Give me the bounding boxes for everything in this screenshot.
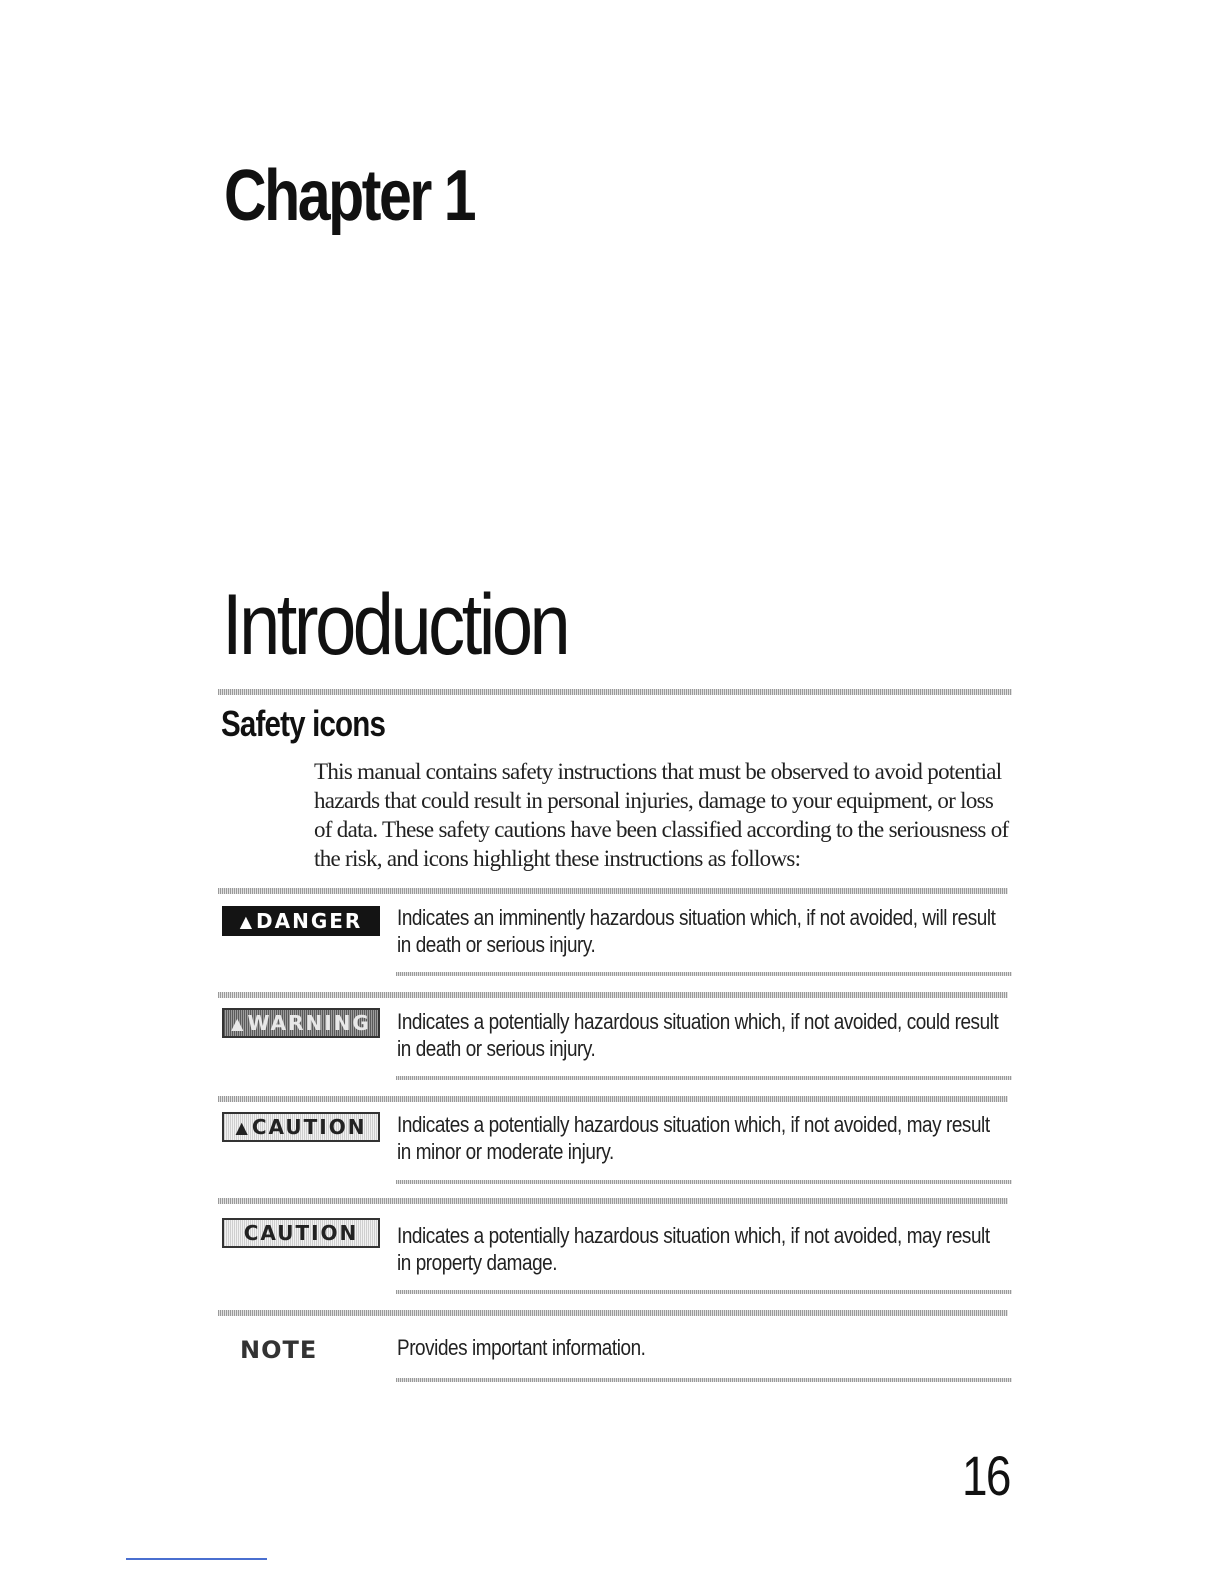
divider: [396, 1076, 1012, 1080]
description-line: in death or serious injury.: [397, 932, 596, 957]
warning-triangle-icon: ▲: [235, 1117, 248, 1137]
divider: [218, 992, 1008, 998]
section-heading: Safety icons: [221, 703, 386, 744]
badge-label: CAUTION: [251, 1115, 367, 1139]
divider: [218, 1096, 1008, 1102]
intro-paragraph: This manual contains safety instructions that must be observed to avoid potential hazards that could result in personal injuries, damage to your equipment, or loss of data. These safety cautions have been classified according to the seriousness of the risk, and icons highlight these instructions as follows:: [314, 759, 1009, 871]
badge-label: CAUTION: [243, 1221, 359, 1245]
badge-label: DANGER: [256, 909, 363, 933]
note-label: NOTE: [240, 1336, 318, 1364]
badge-label: WARNING: [247, 1011, 371, 1035]
description-line: Provides important information.: [397, 1335, 646, 1360]
warning-triangle-icon: ▲: [239, 911, 252, 931]
footer-link-underline: [126, 1558, 267, 1560]
divider: [396, 972, 1012, 976]
description-line: Indicates a potentially hazardous situation which, if not avoided, may result: [397, 1223, 990, 1248]
divider: [218, 689, 1012, 695]
danger-badge: [222, 906, 380, 936]
warning-triangle-icon: ▲: [231, 1013, 244, 1033]
description-line: in death or serious injury.: [397, 1036, 596, 1061]
divider: [396, 1378, 1012, 1382]
description-line: in minor or moderate injury.: [397, 1139, 614, 1164]
page-number: 16: [962, 1444, 1010, 1507]
caution-injury-description: [397, 1111, 1016, 1165]
note-description: [397, 1334, 1016, 1361]
description-line: in property damage.: [397, 1250, 558, 1275]
warning-badge: [222, 1008, 380, 1038]
divider: [218, 1198, 1008, 1204]
caution-badge: [222, 1112, 380, 1142]
divider: [396, 1180, 1012, 1184]
description-line: Indicates an imminently hazardous situation which, if not avoided, will result: [397, 905, 996, 930]
description-line: Indicates a potentially hazardous situation which, if not avoided, could result: [397, 1009, 999, 1034]
chapter-heading: Chapter 1: [224, 156, 475, 236]
caution-property-description: [397, 1222, 1016, 1276]
divider: [218, 888, 1008, 894]
divider: [396, 1290, 1012, 1294]
description-line: Indicates a potentially hazardous situation which, if not avoided, may result: [397, 1112, 990, 1137]
caution-property-badge: [222, 1218, 380, 1248]
danger-description: [397, 904, 1016, 958]
warning-description: [397, 1008, 1016, 1062]
divider: [218, 1310, 1008, 1316]
page-title: Introduction: [222, 577, 568, 673]
